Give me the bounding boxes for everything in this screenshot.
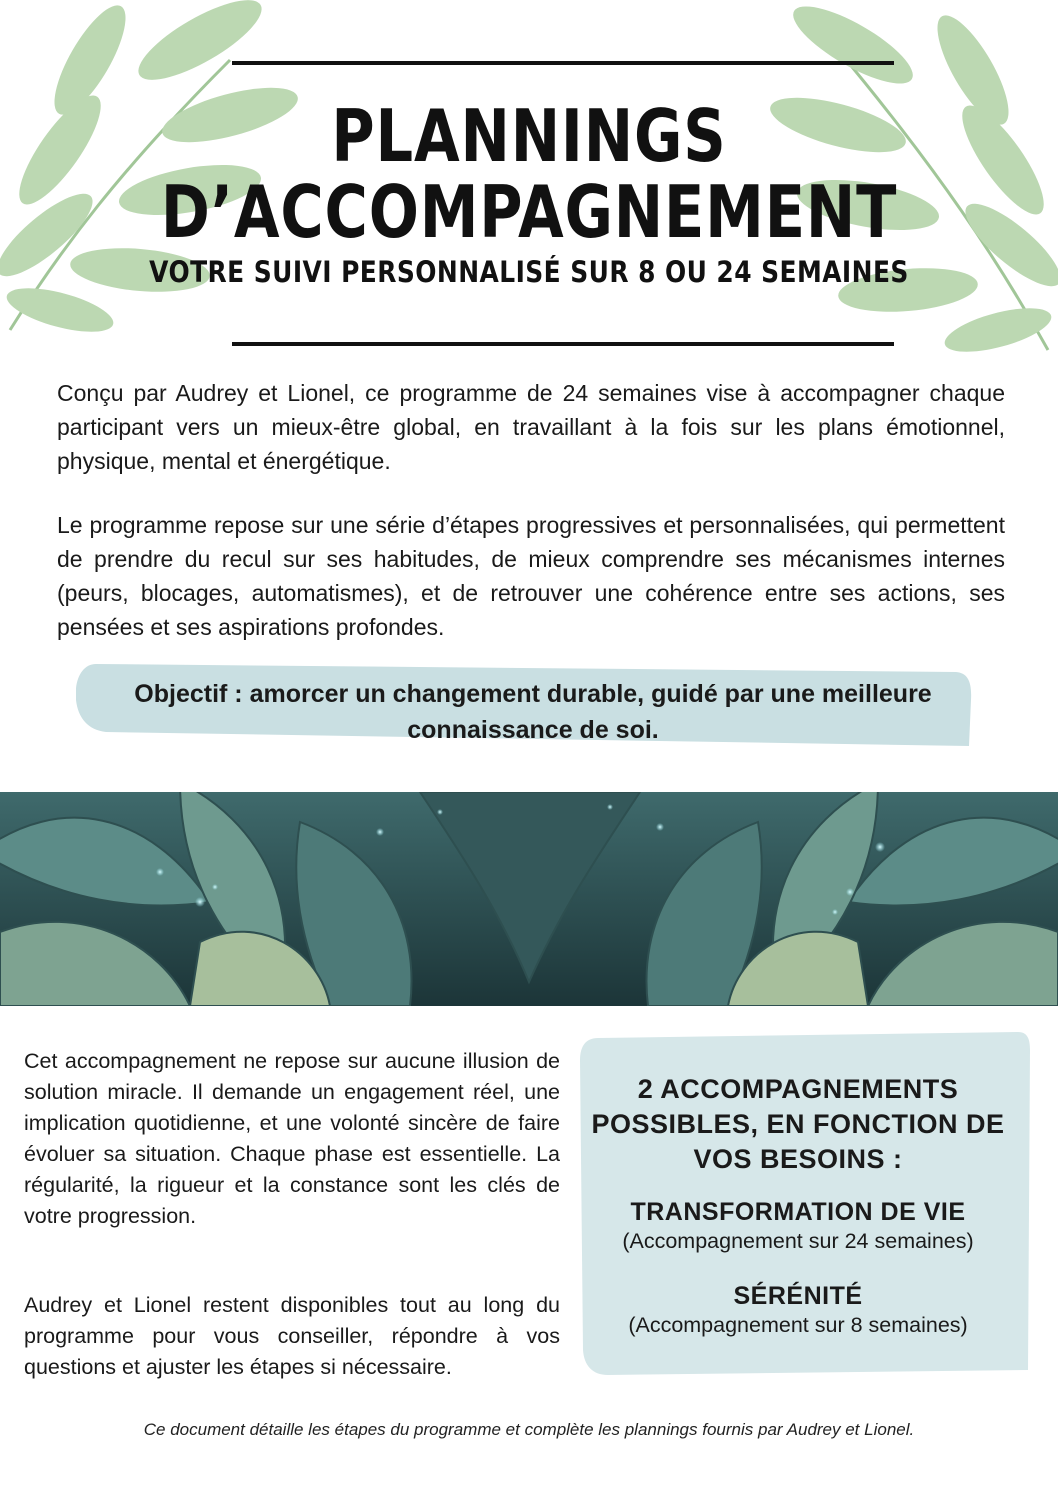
body-paragraph-2: Audrey et Lionel restent disponibles tout au long du programme pour vous conseiller, répondre à vos questions et ajuster les étapes si nécessaire. bbox=[24, 1293, 560, 1379]
intro-paragraph-2: Le programme repose sur une série d’étapes progressives et personnalisées, qui permettent de prendre du recul sur ses habitudes, de mieux comprendre ses mécanismes internes (peurs, blocages, automatismes), et de retrouver une cohérence entre ses actions, ses pensées et ses aspirations profondes. bbox=[57, 512, 1005, 640]
page-subtitle: VOTRE SUIVI PERSONNALISÉ SUR 8 OU 24 SEMAINES bbox=[149, 255, 909, 289]
page-title-line1: PLANNINGS bbox=[331, 94, 727, 178]
footnote: Ce document détaille les étapes du programme et complète les plannings fournis par Audrey et Lionel. bbox=[143, 1420, 915, 1439]
offer-subtitle-serenite: (Accompagnement sur 8 semaines) bbox=[628, 1313, 968, 1337]
leaves-banner-image bbox=[0, 792, 1058, 1006]
page-title-line2: D’ACCOMPAGNEMENT bbox=[160, 170, 898, 254]
objective-text: Objectif : amorcer un changement durable, guidé par une meilleure connaissance de soi. bbox=[134, 680, 932, 744]
intro-paragraph-1: Conçu par Audrey et Lionel, ce programme de 24 semaines vise à accompagner chaque participant vers un mieux-être global, en travaillant à la fois sur les plans émotionnel, physique, mental et énergétique. bbox=[57, 380, 1005, 474]
offers-heading: 2 ACCOMPAGNEMENTS POSSIBLES, EN FONCTION DE VOS BESOINS : bbox=[591, 1074, 1005, 1174]
top-divider bbox=[232, 61, 894, 65]
offer-title-serenite: SÉRÉNITÉ bbox=[733, 1282, 863, 1310]
offer-subtitle-transformation: (Accompagnement sur 24 semaines) bbox=[622, 1229, 974, 1253]
bottom-divider bbox=[232, 342, 894, 346]
body-paragraph-1: Cet accompagnement ne repose sur aucune illusion de solution miracle. Il demande un engagement réel, une implication quotidienne, et une volonté sincère de faire évoluer sa situation. Chaque phase est essentielle. La régularité, la rigueur et la constance sont les clés de votre progression. bbox=[24, 1049, 560, 1228]
offer-title-transformation: TRANSFORMATION DE VIE bbox=[630, 1198, 966, 1226]
